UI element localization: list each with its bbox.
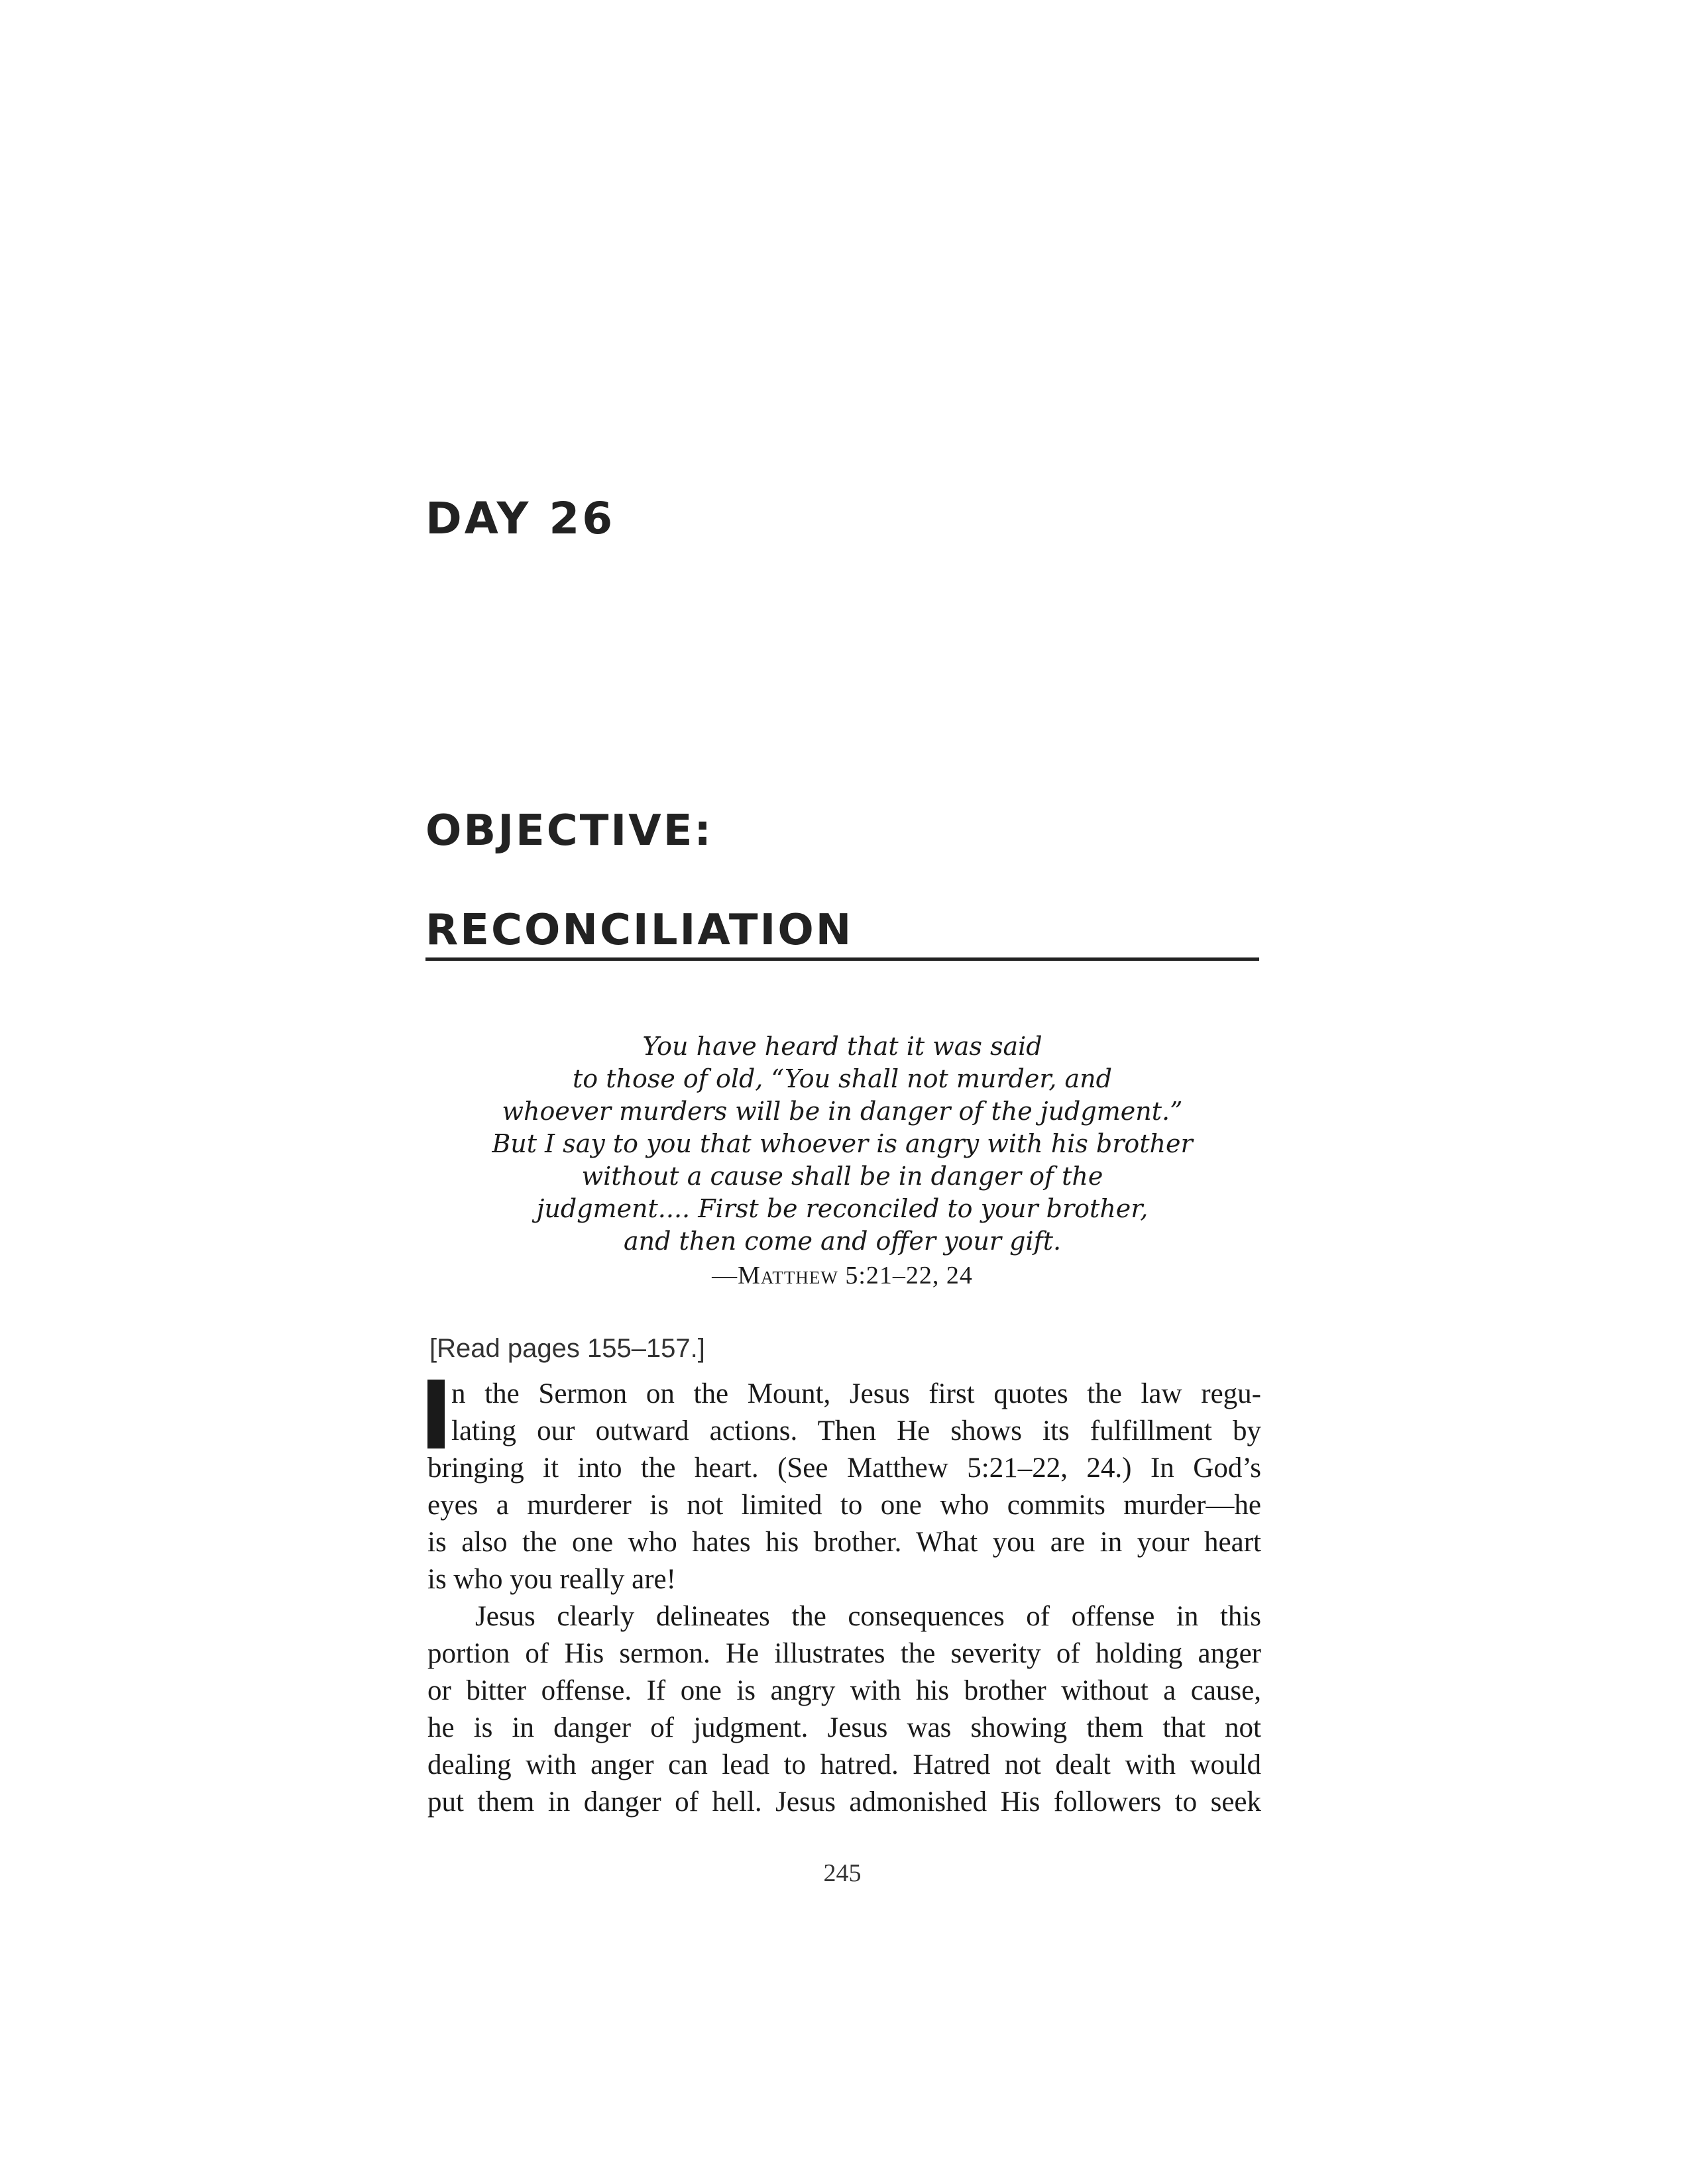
reading-assignment: [Read pages 155–157.]	[429, 1334, 705, 1363]
body-line: bringing it into the heart. (See Matthew 5:21–22, 24.) In God’s	[427, 1452, 1261, 1484]
epigraph-line: But I say to you that whoever is angry with his brother	[492, 1129, 1193, 1158]
citation-reference: 5:21–22, 24	[845, 1262, 973, 1289]
epigraph-line: without a cause shall be in danger of the	[581, 1162, 1103, 1191]
epigraph-line: judgment.... First be reconciled to your brother,	[536, 1194, 1149, 1223]
citation-dash: —	[712, 1262, 738, 1289]
body-line: n the Sermon on the Mount, Jesus first quotes the law regu-	[451, 1378, 1261, 1409]
title-rule	[425, 957, 1259, 961]
body-line: he is in danger of judgment. Jesus was showing them that not	[427, 1712, 1261, 1743]
body-line: portion of His sermon. He illustrates the severity of holding anger	[427, 1638, 1261, 1669]
citation-book: Matthew	[738, 1262, 838, 1289]
scripture-citation	[425, 1263, 1259, 1288]
page-number: 245	[823, 1859, 862, 1887]
epigraph-line: to those of old, “You shall not murder, and	[573, 1064, 1112, 1093]
body-line: lating our outward actions. Then He shows its fulfillment by	[451, 1415, 1261, 1447]
epigraph-line: and then come and offer your gift.	[623, 1227, 1062, 1256]
objective-title: RECONCILIATION	[425, 906, 854, 955]
body-line: is also the one who hates his brother. What you are in your heart	[427, 1527, 1261, 1558]
day-heading: DAY 26	[425, 493, 616, 544]
body-text	[427, 1376, 1261, 1821]
body-line: Jesus clearly delineates the consequences of offense in this	[475, 1601, 1261, 1632]
body-line: is who you really are!	[427, 1564, 676, 1595]
objective-label: OBJECTIVE:	[425, 806, 713, 855]
body-line: eyes a murderer is not limited to one who commits murder—he	[427, 1490, 1261, 1521]
body-line: or bitter offense. If one is angry with his brother without a cause,	[427, 1675, 1261, 1706]
epigraph-line: whoever murders will be in danger of the judgment.”	[502, 1097, 1183, 1126]
scripture-epigraph	[425, 1030, 1259, 1258]
body-line: put them in danger of hell. Jesus admonished His followers to seek	[427, 1786, 1261, 1818]
body-line: dealing with anger can lead to hatred. Hatred not dealt with would	[427, 1749, 1261, 1780]
epigraph-line: You have heard that it was said	[642, 1032, 1042, 1061]
